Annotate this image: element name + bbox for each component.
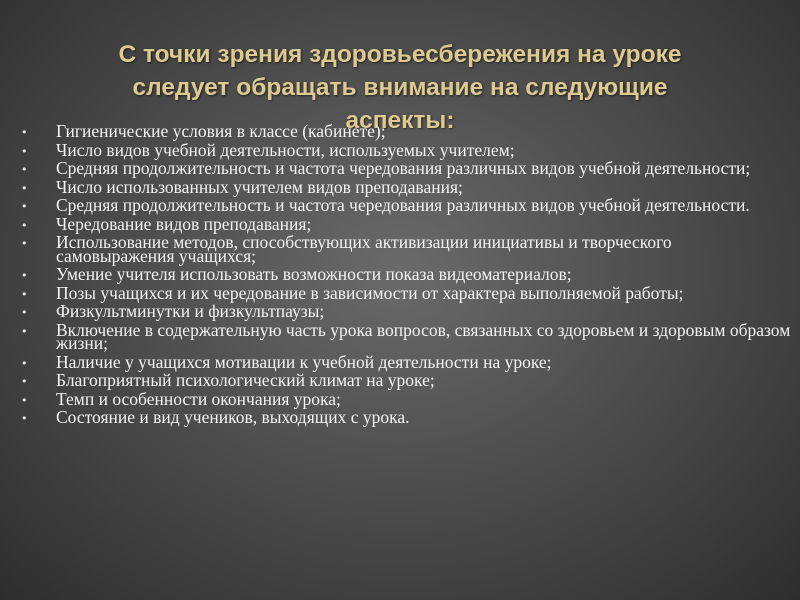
bullet-icon: • <box>21 237 28 250</box>
list-item-text: Включение в содержательную часть урока вопросов, связанных со здоровьем и здоровым образом жизни; <box>56 319 791 353</box>
list-item-text: Средняя продолжительность и частота чередования различных видов учебной деятельности; <box>56 158 751 178</box>
bullet-icon: • <box>21 144 28 158</box>
list-item-text: Использование методов, способствующих активизации инициативы и творческого самовыражения учащихся; <box>56 232 672 266</box>
bullet-icon: • <box>21 218 28 232</box>
title-line-2: следует обращать внимание на следующие <box>132 74 668 102</box>
bullet-icon: • <box>21 306 28 319</box>
title-line-3: аспекты: <box>345 107 455 135</box>
bullet-icon: • <box>21 375 28 388</box>
title-line-1: С точки зрения здоровьесбережения на уроке <box>118 41 682 69</box>
list-item-text: Благоприятный психологический климат на уроке; <box>56 370 435 390</box>
bullet-icon: • <box>21 126 28 139</box>
list-item <box>21 407 792 429</box>
list-item-text: Темп и особенности окончания урока; <box>56 388 341 409</box>
list-item-text: Число использованных учителем видов преподавания; <box>56 176 463 197</box>
list-item-text: Наличие у учащихся мотивации к учебной деятельности на уроке; <box>56 351 552 372</box>
bullet-icon: • <box>21 163 28 176</box>
list-item-text: Умение учителя использовать возможности показа видеоматериалов; <box>56 264 572 284</box>
bullet-icon: • <box>21 287 28 301</box>
bullet-icon: • <box>21 181 28 195</box>
list-item-text: Чередование видов преподавания; <box>56 213 312 234</box>
list-item-text: Средняя продолжительность и частота чередования различных видов учебной деятельности. <box>56 195 750 215</box>
bullet-icon: • <box>21 269 28 282</box>
bullet-icon: • <box>21 356 28 370</box>
bullet-icon: • <box>21 412 28 425</box>
bullet-icon: • <box>21 393 28 407</box>
list-item-text: Позы учащихся и их чередование в зависимости от характера выполняемой работы; <box>56 282 684 303</box>
list-item-text: Состояние и вид учеников, выходящих с урока. <box>56 407 410 427</box>
list-item-text: Физкультминутки и физкультпаузы; <box>56 301 325 321</box>
list-item <box>21 232 792 267</box>
list-item-text: Число видов учебной деятельности, используемых учителем; <box>56 139 515 160</box>
bullet-icon: • <box>21 324 28 338</box>
list-item-text: Гигиенические условия в классе (кабинете); <box>56 121 386 141</box>
list-item <box>21 319 792 355</box>
bullet-icon: • <box>21 200 28 213</box>
